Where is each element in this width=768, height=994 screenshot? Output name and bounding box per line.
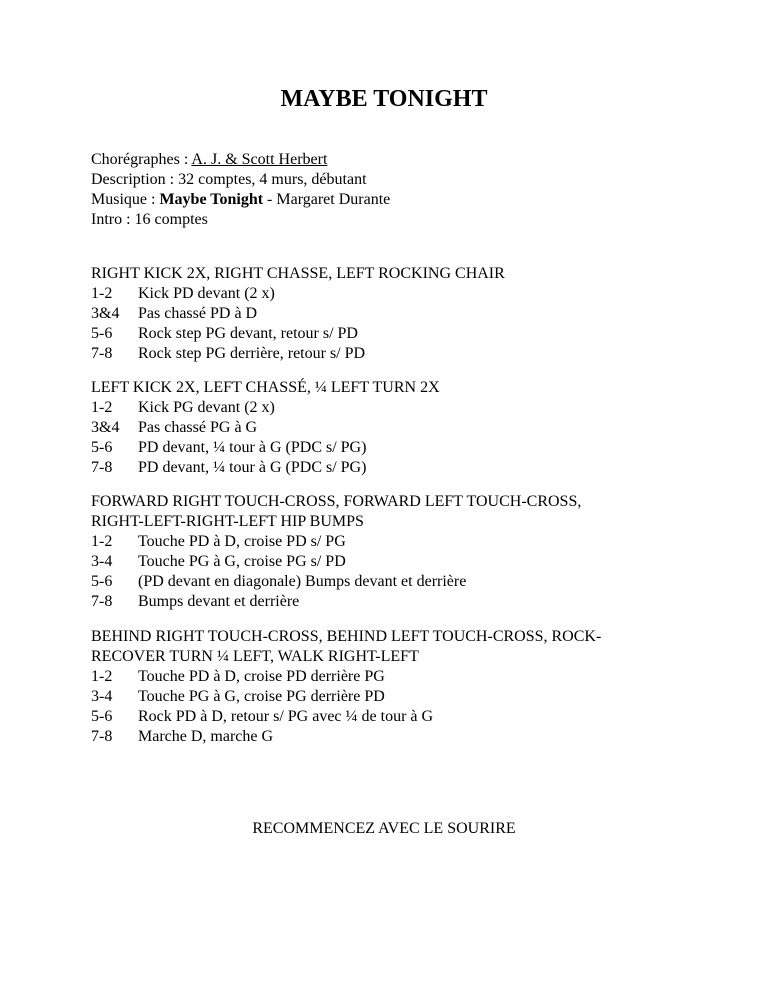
page-title: MAYBE TONIGHT [280,86,488,112]
step-description: Rock step PG derrière, retour s/ PD [138,345,366,362]
section-3 [91,492,691,612]
step-count: 3&4 [91,305,120,322]
step-description: Kick PG devant (2 x) [138,399,275,416]
step-count: 1-2 [91,668,113,685]
music-title: Maybe Tonight [159,191,264,208]
step-count: 1-2 [91,285,113,302]
step-row [91,324,691,344]
choreographers-value: A. J. & Scott Herbert [191,151,328,168]
step-count: 1-2 [91,399,113,416]
step-description: Kick PD devant (2 x) [138,285,275,302]
music-line [91,190,691,210]
choreographers-label: Chorégraphes : [91,151,192,168]
step-row [91,552,691,572]
step-row [91,707,691,727]
music-label: Musique : [91,191,160,208]
step-row [91,438,691,458]
step-count: 5-6 [91,708,113,725]
step-description: Touche PG à G, croise PG s/ PD [138,553,346,570]
step-row [91,398,691,418]
step-row [91,344,691,364]
section-heading-line-2: RECOVER TURN ¼ LEFT, WALK RIGHT-LEFT [91,648,419,665]
step-row [91,687,691,707]
step-description: (PD devant en diagonale) Bumps devant et derrière [138,573,467,590]
step-count: 7-8 [91,593,113,610]
step-description: Rock step PG devant, retour s/ PD [138,325,358,342]
step-description: Touche PG à G, croise PG derrière PD [138,688,385,705]
step-description: Touche PD à D, croise PD derrière PG [138,668,385,685]
step-description: Touche PD à D, croise PD s/ PG [138,533,346,550]
step-count: 5-6 [91,439,113,456]
dance-info [91,150,691,230]
step-row [91,304,691,324]
closing-note: RECOMMENCEZ AVEC LE SOURIRE [252,820,516,837]
section-1 [91,264,691,364]
section-heading: RIGHT KICK 2X, RIGHT CHASSE, LEFT ROCKING CHAIR [91,265,505,282]
step-description: Pas chassé PG à G [138,419,258,436]
step-count: 7-8 [91,459,113,476]
step-count: 5-6 [91,573,113,590]
step-description: PD devant, ¼ tour à G (PDC s/ PG) [138,439,367,456]
step-row [91,572,691,592]
step-count: 1-2 [91,533,113,550]
step-row [91,592,691,612]
step-count: 3-4 [91,553,113,570]
step-description: PD devant, ¼ tour à G (PDC s/ PG) [138,459,367,476]
section-heading-line-1: BEHIND RIGHT TOUCH-CROSS, BEHIND LEFT TOUCH-CROSS, ROCK- [91,628,602,645]
step-description: Pas chassé PD à D [138,305,258,322]
step-row [91,667,691,687]
music-artist: - Margaret Durante [263,191,391,208]
section-4 [91,627,691,747]
step-count: 3&4 [91,419,120,436]
intro-line: Intro : 16 comptes [91,211,208,228]
step-count: 7-8 [91,345,113,362]
step-count: 5-6 [91,325,113,342]
step-count: 7-8 [91,728,113,745]
step-description: Rock PD à D, retour s/ PG avec ¼ de tour à G [138,708,434,725]
section-heading-line-1: FORWARD RIGHT TOUCH-CROSS, FORWARD LEFT TOUCH-CROSS, [91,493,582,510]
section-2 [91,378,691,478]
section-heading-line-2: RIGHT-LEFT-RIGHT-LEFT HIP BUMPS [91,513,364,530]
step-description: Bumps devant et derrière [138,593,300,610]
step-row [91,418,691,438]
step-row [91,532,691,552]
step-row [91,727,691,747]
step-count: 3-4 [91,688,113,705]
step-description: Marche D, marche G [138,728,274,745]
step-row [91,284,691,304]
description-line: Description : 32 comptes, 4 murs, débutant [91,171,367,188]
choreographers-line [91,150,691,170]
section-heading: LEFT KICK 2X, LEFT CHASSÉ, ¼ LEFT TURN 2X [91,379,440,396]
step-row [91,458,691,478]
